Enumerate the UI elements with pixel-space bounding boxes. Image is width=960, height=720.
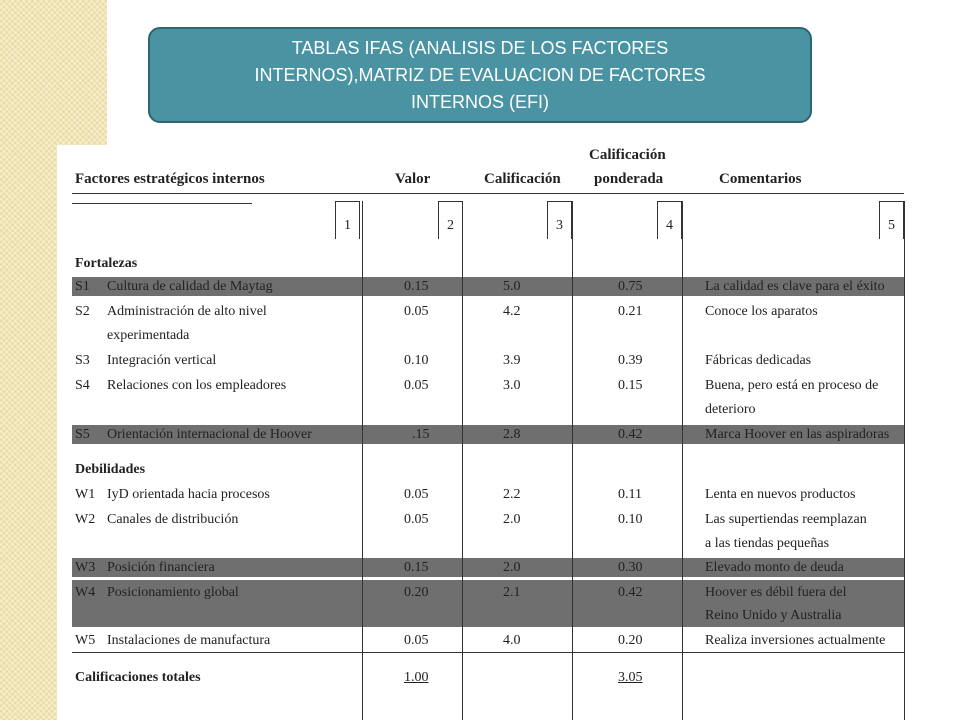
row-calificacion: 4.0 bbox=[503, 633, 521, 648]
row-calificacion: 4.2 bbox=[503, 304, 521, 319]
header-comentarios: Comentarios bbox=[719, 171, 802, 187]
row-code: W2 bbox=[75, 512, 96, 527]
row-valor: 0.15 bbox=[404, 279, 429, 294]
row-factor: Cultura de calidad de Maytag bbox=[107, 279, 273, 294]
row-comment: Buena, pero está en proceso de bbox=[705, 378, 879, 393]
header-ponderada-line1: Calificación bbox=[589, 147, 666, 163]
row-code: W1 bbox=[75, 487, 96, 502]
section-fortalezas: Fortalezas bbox=[75, 256, 138, 271]
row-comment: Elevado monto de deuda bbox=[705, 560, 844, 575]
row-factor: Relaciones con los empleadores bbox=[107, 378, 287, 393]
row-ponderada: 0.75 bbox=[618, 279, 643, 294]
row-calificacion: 3.0 bbox=[503, 378, 521, 393]
row-factor: Orientación internacional de Hoover bbox=[107, 427, 312, 442]
row-ponderada: 0.11 bbox=[618, 487, 642, 502]
row-comment-line2: Reino Unido y Australia bbox=[705, 608, 842, 623]
col-number-1: 1 bbox=[335, 201, 360, 239]
row-code: S3 bbox=[75, 353, 90, 368]
row-ponderada: 0.30 bbox=[618, 560, 643, 575]
row-ponderada: 0.20 bbox=[618, 633, 643, 648]
row-calificacion: 2.0 bbox=[503, 560, 521, 575]
row-valor: 0.05 bbox=[404, 304, 429, 319]
row-calificacion: 2.1 bbox=[503, 585, 521, 600]
row-comment: Hoover es débil fuera del bbox=[705, 585, 847, 600]
header-subrule bbox=[72, 203, 252, 204]
row-valor: 0.05 bbox=[404, 487, 429, 502]
row-factor: Administración de alto nivel bbox=[107, 304, 267, 319]
col-rule-2 bbox=[462, 201, 463, 720]
row-code: S1 bbox=[75, 279, 90, 294]
header-valor: Valor bbox=[395, 171, 431, 187]
totals-rule bbox=[72, 652, 904, 653]
col-number-2: 2 bbox=[438, 201, 463, 239]
col-rule-5 bbox=[904, 201, 905, 720]
row-factor: Instalaciones de manufactura bbox=[107, 633, 271, 648]
row-valor: 0.20 bbox=[404, 585, 429, 600]
row-valor: .15 bbox=[412, 427, 430, 442]
row-ponderada: 0.21 bbox=[618, 304, 643, 319]
row-comment: Las supertiendas reemplazan bbox=[705, 512, 867, 527]
totals-ponderada: 3.05 bbox=[618, 670, 643, 685]
row-comment: Marca Hoover en las aspiradoras bbox=[705, 427, 890, 442]
col-number-5: 5 bbox=[879, 201, 904, 239]
row-comment: Fábricas dedicadas bbox=[705, 353, 812, 368]
row-code: W3 bbox=[75, 560, 96, 575]
title-line-1: TABLAS IFAS (ANALISIS DE LOS FACTORES bbox=[291, 38, 669, 58]
row-code: S4 bbox=[75, 378, 90, 393]
section-debilidades: Debilidades bbox=[75, 462, 146, 477]
title-line-3: INTERNOS (EFI) bbox=[411, 92, 549, 112]
row-valor: 0.10 bbox=[404, 353, 429, 368]
row-factor-line2: experimentada bbox=[107, 328, 190, 343]
row-code: S2 bbox=[75, 304, 90, 319]
row-code: W4 bbox=[75, 585, 96, 600]
row-comment: La calidad es clave para el éxito bbox=[705, 279, 885, 294]
slide-title-box bbox=[148, 27, 812, 123]
row-calificacion: 2.8 bbox=[503, 427, 521, 442]
header-calificacion: Calificación bbox=[484, 171, 561, 187]
title-line-2: INTERNOS),MATRIZ DE EVALUACION DE FACTORES bbox=[254, 65, 706, 85]
header-ponderada-line2: ponderada bbox=[594, 171, 664, 187]
row-comment: Conoce los aparatos bbox=[705, 304, 818, 319]
row-calificacion: 2.2 bbox=[503, 487, 521, 502]
row-calificacion: 5.0 bbox=[503, 279, 521, 294]
col-rule-1 bbox=[362, 201, 363, 720]
efi-table-scan bbox=[57, 145, 918, 720]
row-factor: Posicionamiento global bbox=[107, 585, 239, 600]
col-number-4: 4 bbox=[657, 201, 682, 239]
header-factor: Factores estratégicos internos bbox=[75, 171, 265, 187]
col-number-3: 3 bbox=[547, 201, 572, 239]
row-calificacion: 3.9 bbox=[503, 353, 521, 368]
row-comment-line2: deterioro bbox=[705, 402, 756, 417]
row-calificacion: 2.0 bbox=[503, 512, 521, 527]
row-factor: IyD orientada hacia procesos bbox=[107, 487, 270, 502]
row-factor: Posición financiera bbox=[107, 560, 215, 575]
row-ponderada: 0.42 bbox=[618, 585, 643, 600]
totals-label: Calificaciones totales bbox=[75, 670, 201, 685]
row-valor: 0.05 bbox=[404, 633, 429, 648]
row-code: S5 bbox=[75, 427, 90, 442]
row-ponderada: 0.10 bbox=[618, 512, 643, 527]
header-rule bbox=[72, 193, 904, 194]
row-valor: 0.05 bbox=[404, 512, 429, 527]
row-comment-line2: a las tiendas pequeñas bbox=[705, 536, 830, 551]
row-ponderada: 0.15 bbox=[618, 378, 643, 393]
row-comment: Lenta en nuevos productos bbox=[705, 487, 856, 502]
row-factor: Canales de distribución bbox=[107, 512, 239, 527]
row-valor: 0.15 bbox=[404, 560, 429, 575]
row-comment: Realiza inversiones actualmente bbox=[705, 633, 886, 648]
row-valor: 0.05 bbox=[404, 378, 429, 393]
row-code: W5 bbox=[75, 633, 96, 648]
totals-valor: 1.00 bbox=[404, 670, 429, 685]
row-factor: Integración vertical bbox=[107, 353, 217, 368]
row-ponderada: 0.39 bbox=[618, 353, 643, 368]
row-ponderada: 0.42 bbox=[618, 427, 643, 442]
col-rule-3 bbox=[572, 201, 573, 720]
col-rule-4 bbox=[682, 201, 683, 720]
